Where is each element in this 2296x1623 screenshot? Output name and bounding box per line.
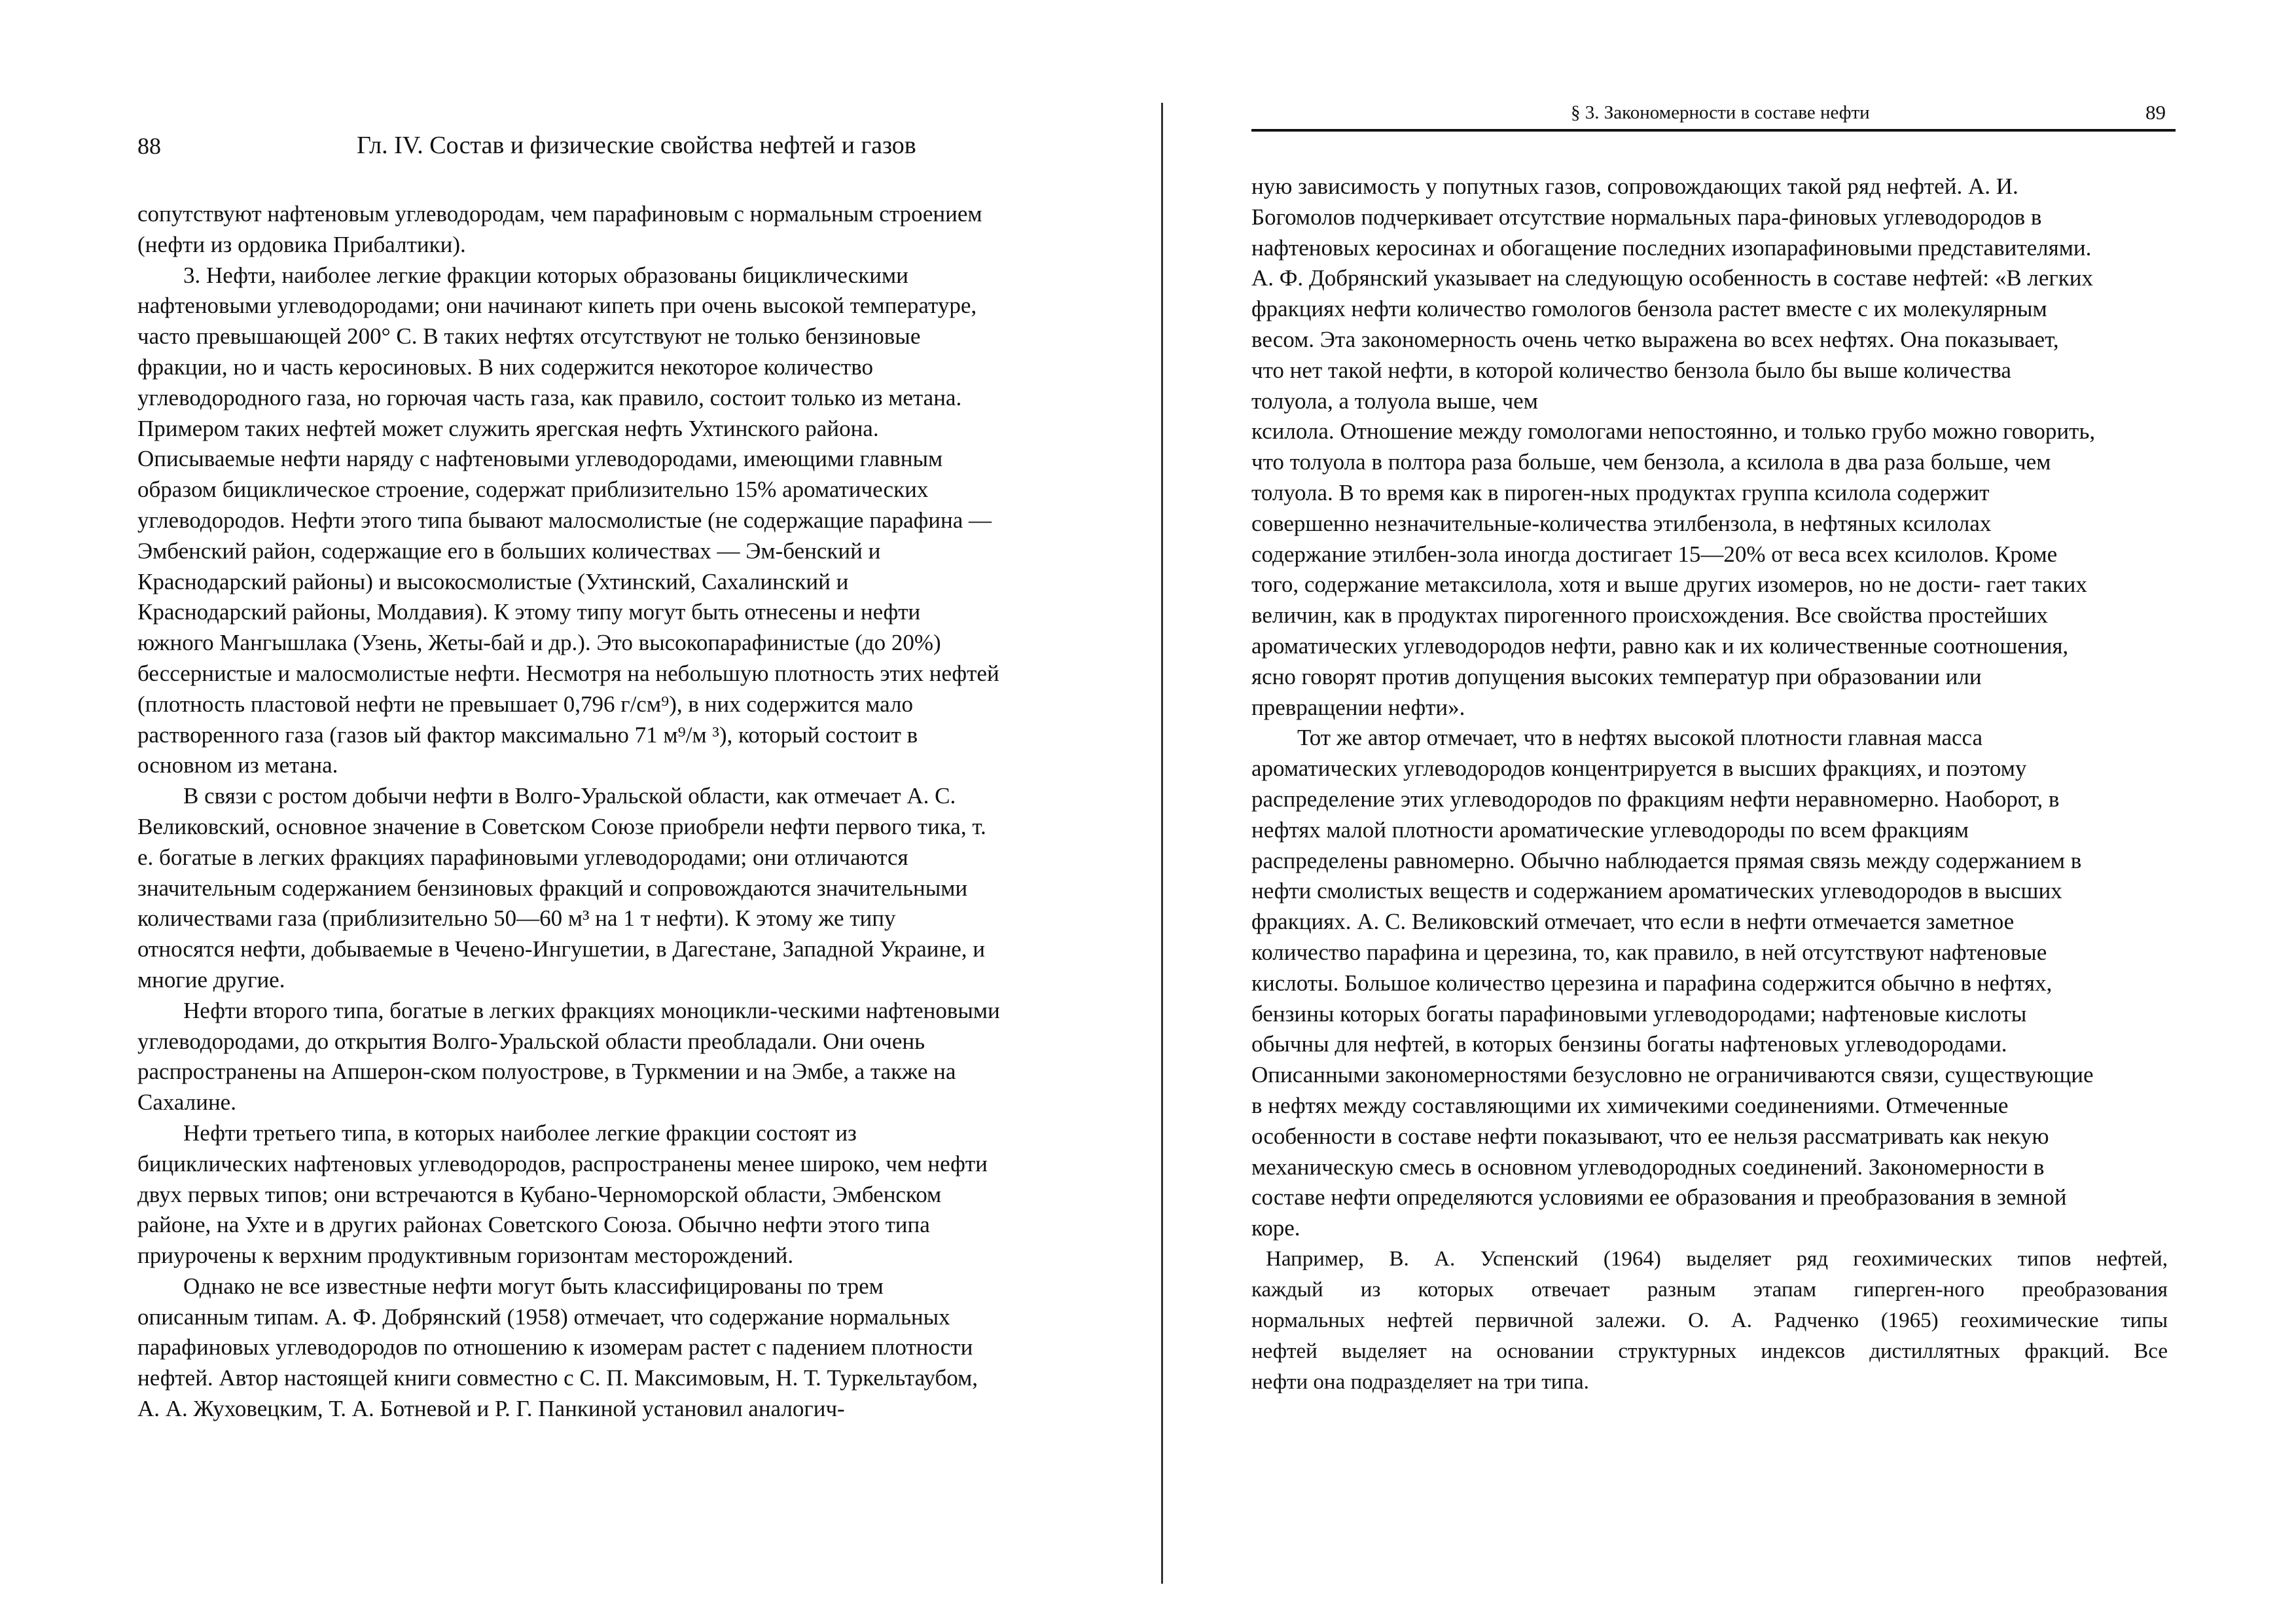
text-line: распределение этих углеводородов по фракциям нефти неравномерно. Наоборот, в bbox=[1251, 786, 2060, 812]
text-line: Богомолов подчеркивает отсутствие нормальных пара-финовых углеводородов в bbox=[1251, 204, 2042, 230]
text-line: механическую смесь в основном углеводородных соединений. Закономерности в bbox=[1251, 1154, 2045, 1180]
text-line: толуола. В то время как в пироген-ных продуктах группа ксилола содержит bbox=[1251, 479, 1990, 505]
text-line: Примером таких нефтей может служить ярегская нефть Ухтинского района. bbox=[137, 415, 879, 441]
text-line: Эмбенский район, содержащие его в больших количествах — Эм-бенский и bbox=[137, 538, 881, 564]
text-line: нефтей. Автор настоящей книги совместно с С. П. Максимовым, Н. Т. Туркельтаубом, bbox=[137, 1365, 978, 1391]
text-line: распространены на Апшерон-ском полуострове, в Туркмении и на Эмбе, а также на bbox=[137, 1059, 956, 1085]
text-line: того, содержание метаксилола, хотя и выше других изомеров, но не дости- гает таких bbox=[1251, 572, 2087, 598]
text-line: сопутствуют нафтеновым углеводородам, чем парафиновым с нормальным строением bbox=[137, 201, 982, 227]
text-line: (плотность пластовой нефти не превышает 0,796 г/см⁹), в них содержится мало bbox=[137, 691, 913, 717]
text-line: ароматических углеводородов концентрируется в высших фракциях, и поэтому bbox=[1251, 756, 2027, 782]
text-line: основном из метана. bbox=[137, 752, 338, 778]
text-line: образом бициклическое строение, содержат приблизительно 15% ароматических bbox=[137, 477, 929, 503]
text-line: количество парафина и церезина, то, как правило, в ней отсутствуют нафтеновые bbox=[1251, 939, 2047, 965]
text-line: нормальных нефтей первичной залежи. О. А. Радченко (1965) геохимические типы bbox=[1251, 1309, 2168, 1332]
text-line: углеводородного газа, но горючая часть газа, как правило, состоит только из метана. bbox=[137, 384, 962, 410]
text-line: фракциях нефти количество гомологов бензола растет вместе с их молекулярным bbox=[1251, 296, 2047, 322]
text-line: А. А. Жуховецким, Т. А. Ботневой и Р. Г. Панкиной установил аналогич- bbox=[137, 1396, 845, 1422]
running-head-left: Гл. IV. Состав и физические свойства нефтей и газов bbox=[357, 132, 916, 159]
text-line: что нет такой нефти, в которой количество бензола было бы выше количества bbox=[1251, 357, 2011, 383]
text-line: углеводородами, до открытия Волго-Уральской области преобладали. Они очень bbox=[137, 1028, 925, 1054]
text-line: (нефти из ордовика Прибалтики). bbox=[137, 231, 466, 257]
text-line: 3. Нефти, наиболее легкие фракции которых образованы бициклическими bbox=[183, 262, 908, 288]
text-line: ную зависимость у попутных газов, сопровождающих такой ряд нефтей. А. И. bbox=[1251, 173, 2018, 199]
text-line: толуола, а толуола выше, чем bbox=[1251, 388, 1538, 414]
text-line: Нефти второго типа, богатые в легких фракциях моноцикли-ческими нафтеновыми bbox=[183, 997, 1000, 1023]
text-line: Нефти третьего типа, в которых наиболее легкие фракции состоят из bbox=[183, 1120, 857, 1146]
text-line: Однако не все известные нефти могут быть классифицированы по трем bbox=[183, 1273, 884, 1299]
text-line: е. богатые в легких фракциях парафиновыми углеводородами; они отличаются bbox=[137, 844, 908, 870]
text-line: особенности в составе нефти показывают, что ее нельзя рассматривать как некую bbox=[1251, 1123, 2049, 1149]
final-paragraph bbox=[1251, 1244, 2168, 1398]
text-line: Например, В. А. Успенский (1964) выделяет ряд геохимических типов нефтей, bbox=[1266, 1247, 2168, 1271]
text-line: Краснодарский районы) и высокосмолистые (Ухтинский, Сахалинский и bbox=[137, 568, 849, 594]
text-line: бензины которых богаты парафиновыми углеводородами; нафтеновые кислоты bbox=[1251, 1000, 2027, 1027]
text-line: величин, как в продуктах пирогенного происхождения. Все свойства простейших bbox=[1251, 602, 2048, 629]
text-line: кислоты. Большое количество церезина и парафина содержится обычно в нефтях, bbox=[1251, 970, 2053, 996]
text-line: углеводородов. Нефти этого типа бывают малосмолистые (не содержащие парафина — bbox=[137, 507, 992, 533]
text-line: парафиновых углеводородов по отношению к изомерам растет с падением плотности bbox=[137, 1334, 973, 1360]
text-line: Сахалине. bbox=[137, 1089, 236, 1116]
left-page-body bbox=[137, 199, 1000, 1425]
text-line: бессернистые и малосмолистые нефти. Несмотря на небольшую плотность этих нефтей bbox=[137, 660, 999, 686]
text-line: часто превышающей 200° С. В таких нефтях отсутствуют не только бензиновые bbox=[137, 323, 921, 350]
text-line: Великовский, основное значение в Советском Союзе приобрели нефти первого тика, т. bbox=[137, 813, 986, 839]
text-line: относятся нефти, добываемые в Чечено-Ингушетии, в Дагестане, Западной Украине, и bbox=[137, 936, 985, 962]
text-line: нафтеновых керосинах и обогащение последних изопарафиновыми представителями. bbox=[1251, 234, 2092, 261]
text-line: Описанными закономерностями безусловно не ограничиваются связи, существующие bbox=[1251, 1062, 2094, 1088]
text-line: составе нефти определяются условиями ее образования и преобразования в земной bbox=[1251, 1184, 2067, 1211]
text-line: весом. Эта закономерность очень четко выражена во всех нефтях. Она показывает, bbox=[1251, 326, 2059, 352]
text-line: содержание этилбен-зола иногда достигает 15—20% от веса всех ксилолов. Кроме bbox=[1251, 541, 2058, 567]
page-number-right: 89 bbox=[2145, 101, 2166, 124]
text-line: нефтей выделяет на основании структурных индексов дистиллятных фракций. Все bbox=[1251, 1340, 2168, 1363]
text-line: ясно говорят против допущения высоких температур при образовании или bbox=[1251, 663, 1982, 689]
text-line: растворенного газа (газов ый фактор максимально 71 м⁹/м ³), который состоит в bbox=[137, 721, 918, 748]
text-line: А. Ф. Добрянский указывает на следующую особенность в составе нефтей: «В легких bbox=[1251, 265, 2093, 291]
text-line: ксилола. Отношение между гомологами непостоянно, и только грубо можно говорить, bbox=[1251, 418, 2096, 445]
text-line: что толуола в полтора раза больше, чем бензола, а ксилола в два раза больше, чем bbox=[1251, 449, 2051, 475]
text-line: значительным содержанием бензиновых фракций и сопровождаются значительными bbox=[137, 875, 968, 901]
text-line: В связи с ростом добычи нефти в Волго-Уральской области, как отмечает А. С. bbox=[183, 783, 956, 809]
text-line: районе, на Ухте и в других районах Советского Союза. Обычно нефти этого типа bbox=[137, 1212, 930, 1238]
text-line: ароматических углеводородов нефти, равно как и их количественные соотношения, bbox=[1251, 632, 2069, 659]
text-line: количествами газа (приблизительно 50—60 м³ на 1 т нефти). К этому же типу bbox=[137, 905, 896, 932]
text-line: коре. bbox=[1251, 1215, 1300, 1241]
page-number-left: 88 bbox=[137, 133, 161, 159]
text-line: Краснодарский районы, Молдавия). К этому типу могут быть отнесены и нефти bbox=[137, 599, 921, 625]
text-line: нефтях малой плотности ароматические углеводороды по всем фракциям bbox=[1251, 816, 1969, 843]
running-head-right: § 3. Закономерности в составе нефти bbox=[1571, 102, 1870, 123]
text-line: описанным типам. А. Ф. Добрянский (1958) отмечает, что содержание нормальных bbox=[137, 1304, 950, 1330]
text-line: нефти она подразделяет на три типа. bbox=[1251, 1370, 1589, 1394]
right-page-body bbox=[1251, 172, 2095, 1244]
text-line: совершенно незначительные-количества этилбензола, в нефтяных ксилолах bbox=[1251, 510, 1992, 536]
text-line: приурочены к верхним продуктивным горизонтам месторождений. bbox=[137, 1243, 794, 1269]
text-line: превращении нефти». bbox=[1251, 694, 1465, 720]
text-line: каждый из которых отвечает разным этапам гиперген-ного преобразования bbox=[1251, 1278, 2168, 1302]
text-line: фракции, но и часть керосиновых. В них содержится некоторое количество bbox=[137, 354, 873, 380]
text-line: нафтеновыми углеводородами; они начинают кипеть при очень высокой температуре, bbox=[137, 293, 977, 319]
text-line: двух первых типов; они встречаются в Кубано-Черноморской области, Эмбенском bbox=[137, 1181, 942, 1207]
text-line: южного Мангышлака (Узень, Жеты-бай и др.). Это высокопарафинистые (до 20%) bbox=[137, 630, 941, 656]
text-line: Тот же автор отмечает, что в нефтях высокой плотности главная масса bbox=[1297, 725, 1983, 751]
text-line: обычны для нефтей, в которых бензины богаты нафтеновых углеводородами. bbox=[1251, 1031, 2007, 1057]
text-line: нефти смолистых веществ и содержанием ароматических углеводородов в высших bbox=[1251, 878, 2062, 904]
text-line: распределены равномерно. Обычно наблюдается прямая связь между содержанием в bbox=[1251, 847, 2082, 873]
page-divider bbox=[1161, 103, 1163, 1584]
text-line: бициклических нафтеновых углеводородов, распространены менее широко, чем нефти bbox=[137, 1150, 988, 1176]
header-rule bbox=[1251, 129, 2176, 132]
text-line: в нефтях между составляющими их химичекими соединениями. Отмеченные bbox=[1251, 1092, 2009, 1118]
text-line: фракциях. А. С. Великовский отмечает, что если в нефти отмечается заметное bbox=[1251, 909, 2015, 935]
text-line: многие другие. bbox=[137, 966, 285, 993]
text-line: Описываемые нефти наряду с нафтеновыми углеводородами, имеющими главным bbox=[137, 446, 943, 472]
